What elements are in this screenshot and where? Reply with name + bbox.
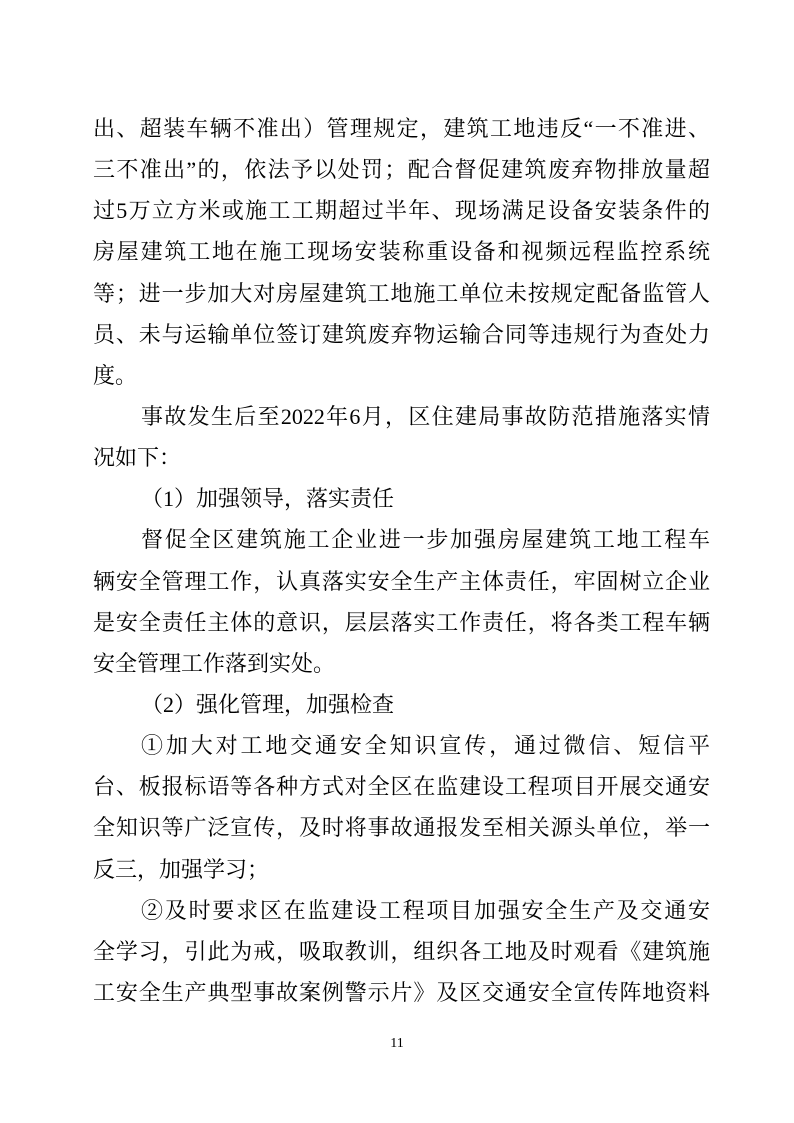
text-line: 房屋建筑工地在施工现场安装称重设备和视频远程监控系统 [93,239,710,265]
text-line: 况如下： [93,445,182,471]
text-line: （1）加强领导，落实责任 [141,486,395,512]
text-line: 是安全责任主体的意识，层层落实工作责任，将各类工程车辆 [93,609,710,635]
text-line: 三不准出”的，依法予以处罚；配合督促建筑废弃物排放量超 [93,157,710,183]
text-line: 督促全区建筑施工企业进一步加强房屋建筑工地工程车 [141,527,710,553]
text-line: 员、未与运输单位签订建筑废弃物运输合同等违规行为查处力 [93,321,710,347]
text-line: 台、板报标语等各种方式对全区在监建设工程项目开展交通安 [93,774,710,800]
document-body [93,108,710,1013]
text-line: 反三，加强学习； [93,856,270,882]
text-line: ②及时要求区在监建设工程项目加强安全生产及交通安 [141,897,710,923]
text-line: 过5万立方米或施工工期超过半年、现场满足设备安装条件的 [93,198,710,224]
text-line: ①加大对工地交通安全知识宣传，通过微信、短信平 [141,733,710,759]
text-line: （2）强化管理，加强检查 [141,691,395,717]
text-line: 安全管理工作落到实处。 [93,650,336,676]
text-line: 全学习，引此为戒，吸取教训，组织各工地及时观看《建筑施 [93,938,710,964]
text-line: 度。 [93,362,138,388]
text-line: 工安全生产典型事故案例警示片》及区交通安全宣传阵地资料 [93,979,710,1005]
page-number: 11 [390,1036,404,1051]
text-line: 出、超装车辆不准出）管理规定，建筑工地违反“一不准进、 [93,116,710,141]
text-line: 全知识等广泛宣传，及时将事故通报发至相关源头单位，举一 [93,815,710,841]
text-line: 事故发生后至2022年6月，区住建局事故防范措施落实情 [141,403,710,429]
text-line: 辆安全管理工作，认真落实安全生产主体责任，牢固树立企业 [93,568,710,594]
text-line: 等；进一步加大对房屋建筑工地施工单位未按规定配备监管人 [93,280,710,306]
